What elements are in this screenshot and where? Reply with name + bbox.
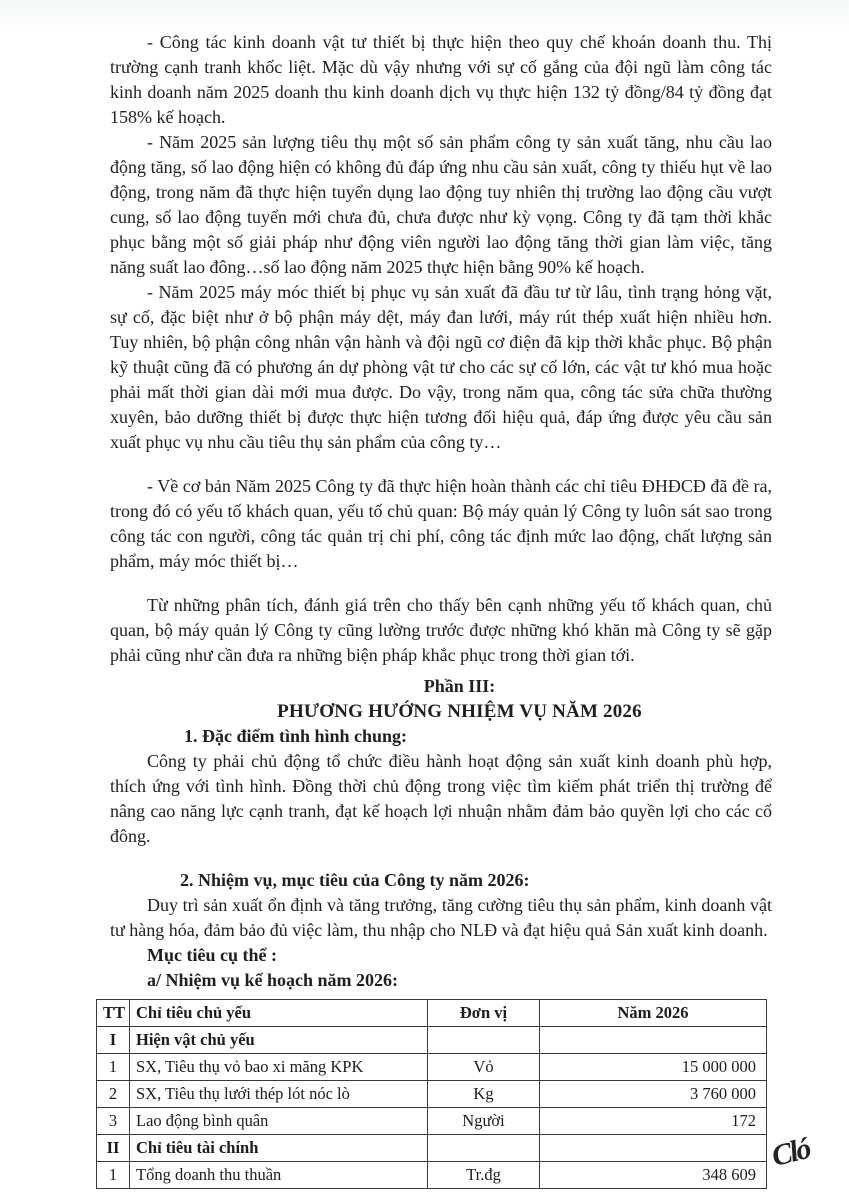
cell-tt: I	[97, 1027, 130, 1054]
table-header-row	[97, 1000, 767, 1027]
paragraph-trading-results: - Công tác kinh doanh vật tư thiết bị thực hiện theo quy chế khoán doanh thu. Thị trường cạnh tranh khốc liệt. Mặc dù vậy nhưng với sự cố gắng của đội ngũ làm công tác kinh doanh năm 2025 doanh thu kinh doanh dịch vụ thực hiện 132 tỷ đồng/84 tỷ đồng đạt 158% kế hoạch.	[110, 32, 772, 127]
cell-label: Lao động bình quân	[130, 1108, 428, 1135]
cell-unit	[428, 1027, 540, 1054]
section2-heading: 2. Nhiệm vụ, mục tiêu của Công ty năm 2026:	[180, 870, 530, 890]
header-year-2026: Năm 2026	[540, 1000, 767, 1027]
part3-label: Phần III:	[423, 676, 496, 696]
paragraph-machinery-maintenance: - Năm 2025 máy móc thiết bị phục vụ sản xuất đã đầu tư từ lâu, tình trạng hỏng vặt, sự cố, đặc biệt như ở bộ phận máy dệt, máy đan lưới, máy rút thép xuất hiện nhiều hơn. Tuy nhiên, bộ phận công nhân vận hành và đội ngũ cơ điện đã kịp thời khắc phục. Bộ phận kỹ thuật cũng đã có phương án dự phòng vật tư cho các sự cố lớn, các vật tư khó mua hoặc phải mất thời gian dài mới mua được. Do vậy, trong năm qua, công tác sửa chữa thường xuyên, bảo dưỡng thiết bị được thực hiện tương đối hiệu quả, đáp ứng được yêu cầu sản xuất phục vụ nhu cầu tiêu thụ sản phẩm của công ty…	[110, 282, 772, 452]
section2-body: Duy trì sản xuất ổn định và tăng trưởng, tăng cường tiêu thụ sản phẩm, kinh doanh vật tư hàng hóa, đảm bảo đủ việc làm, thu nhập cho NLĐ và đạt hiệu quả Sản xuất kinh doanh.	[110, 895, 772, 940]
cell-unit: Người	[428, 1108, 540, 1135]
paragraph-labor-situation: - Năm 2025 sản lượng tiêu thụ một số sản phẩm công ty sản xuất tăng, nhu cầu lao động tăng, số lao động hiện có không đủ đáp ứng nhu cầu sản xuất, công ty thiếu hụt về lao động, trong năm đã thực hiện tuyển dụng lao động tuy nhiên thị trường lao động cầu vượt cung, số lao động tuyển mới chưa đủ, chưa được như kỳ vọng. Công ty đã tạm thời khắc phục bằng một số giải pháp như động viên người lao động tăng thời gian làm việc, tăng năng suất lao đông…số lao động năm 2025 thực hiện bằng 90% kế hoạch.	[110, 132, 772, 277]
cell-value: 348 609	[540, 1162, 767, 1189]
cell-label: SX, Tiêu thụ lưới thép lót nóc lò	[130, 1081, 428, 1108]
cell-tt: 1	[97, 1054, 130, 1081]
header-unit: Đơn vị	[428, 1000, 540, 1027]
table-row	[97, 1081, 767, 1108]
cell-tt: 3	[97, 1108, 130, 1135]
cell-tt: 2	[97, 1081, 130, 1108]
cell-label: Hiện vật chủ yếu	[130, 1027, 428, 1054]
cell-label: SX, Tiêu thụ vỏ bao xi măng KPK	[130, 1054, 428, 1081]
table-row	[97, 1054, 767, 1081]
cell-tt: II	[97, 1135, 130, 1162]
section1-heading: 1. Đặc điểm tình hình chung:	[184, 726, 408, 746]
cell-unit: Kg	[428, 1081, 540, 1108]
section1-body: Công ty phải chủ động tổ chức điều hành hoạt động sản xuất kinh doanh phù hợp, thích ứng với tình hình. Đồng thời chủ động trong việc tìm kiếm phát triển thị trường để nâng cao năng lực cạnh tranh, đạt kế hoạch lợi nhuận nhằm đảm bảo quyền lợi cho các cổ đông.	[110, 751, 772, 846]
handwritten-initial: Cló	[768, 1131, 813, 1174]
cell-unit: Tr.đg	[428, 1162, 540, 1189]
spacer	[110, 574, 772, 593]
cell-value: 172	[540, 1108, 767, 1135]
specific-goals-subheading: Mục tiêu cụ thể :	[147, 945, 277, 965]
table-row	[97, 1135, 767, 1162]
cell-label: Tổng doanh thu thuần	[130, 1162, 428, 1189]
cell-value: 15 000 000	[540, 1054, 767, 1081]
plan-2026-subheading: a/ Nhiệm vụ kế hoạch năm 2026:	[147, 970, 399, 990]
cell-tt: 1	[97, 1162, 130, 1189]
plan-targets-table	[96, 999, 767, 1189]
paragraph-conclusion: Từ những phân tích, đánh giá trên cho thấy bên cạnh những yếu tố khách quan, chủ quan, bộ máy quản lý Công ty cũng lường trước được những khó khăn mà Công ty sẽ gặp phải cũng như cần đưa ra những biện pháp khắc phục trong thời gian tới.	[110, 595, 772, 665]
cell-unit	[428, 1135, 540, 1162]
spacer	[110, 455, 772, 474]
paragraph-targets-completion: - Về cơ bản Năm 2025 Công ty đã thực hiện hoàn thành các chỉ tiêu ĐHĐCĐ đã đề ra, trong đó có yếu tố khách quan, yếu tố chủ quan: Bộ máy quản lý Công ty luôn sát sao trong công tác con người, công tác quản trị chi phí, công tác định mức lao động, chất lượng sản phẩm, máy móc thiết bị…	[110, 476, 772, 571]
table-row	[97, 1108, 767, 1135]
cell-unit: Vỏ	[428, 1054, 540, 1081]
cell-value: 3 760 000	[540, 1081, 767, 1108]
spacer	[110, 849, 772, 868]
cell-label: Chỉ tiêu tài chính	[130, 1135, 428, 1162]
part3-title: PHƯƠNG HƯỚNG NHIỆM VỤ NĂM 2026	[277, 701, 642, 722]
header-criteria: Chỉ tiêu chủ yếu	[130, 1000, 428, 1027]
cell-value	[540, 1027, 767, 1054]
table-row	[97, 1027, 767, 1054]
header-tt: TT	[97, 1000, 130, 1027]
table-row	[97, 1162, 767, 1189]
cell-value	[540, 1135, 767, 1162]
